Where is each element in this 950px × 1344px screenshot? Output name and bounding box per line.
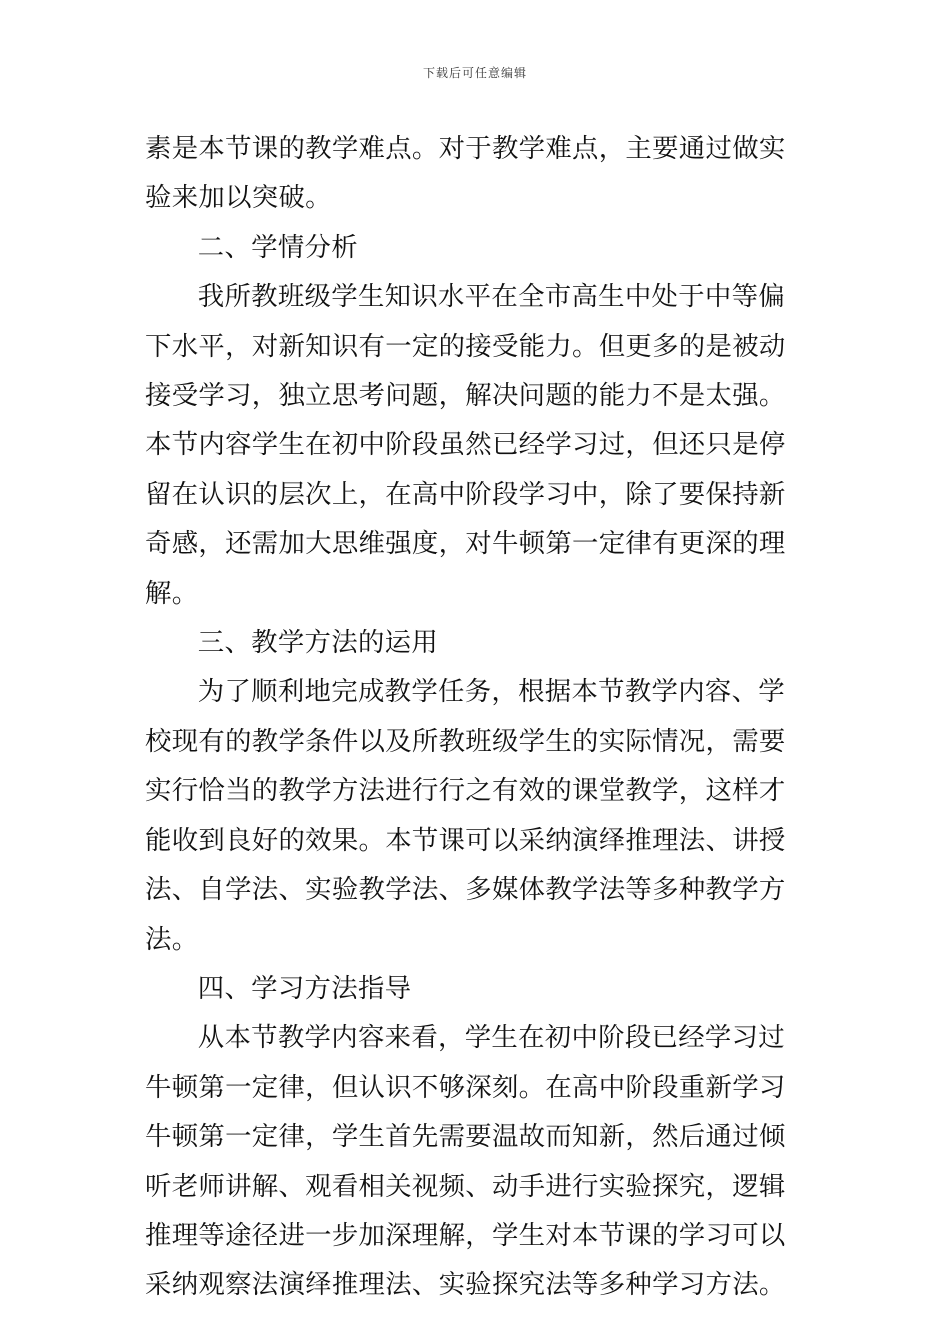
section-heading-learning-analysis: 二、学情分析 — [197, 231, 358, 263]
page-header: 下载后可任意编辑 — [422, 66, 527, 80]
section-heading-teaching-methods: 三、教学方法的运用 — [197, 627, 439, 659]
paragraph-teaching-methods: 为了顺利地完成教学任务，根据本节教学内容、学校现有的教学条件以及所教班级学生的实际情况，需要实行恰当的教学方法进行行之有效的课堂教学，这样才能收到良好的效果。本节课可以采纳演绎推理法、讲授法、自学法、实验教学法、多媒体教学法等多种教学方法。 — [145, 676, 786, 955]
section-heading-study-methods: 四、学习方法指导 — [197, 972, 412, 1004]
document-body — [145, 124, 807, 1310]
paragraph-continuation: 素是本节课的教学难点。对于教学难点，主要通过做实验来加以突破。 — [145, 133, 786, 214]
paragraph-study-methods: 从本节教学内容来看，学生在初中阶段已经学习过牛顿第一定律，但认识不够深刻。在高中阶段重新学习牛顿第一定律，学生首先需要温故而知新，然后通过倾听老师讲解、观看相关视频、动手进行实验探究，逻辑推理等途径进一步加深理解，学生对本节课的学习可以采纳观察法演绎推理法、实验探究法等多种学习方法。 — [145, 1022, 786, 1301]
paragraph-learning-analysis: 我所教班级学生知识水平在全市高生中处于中等偏下水平，对新知识有一定的接受能力。但更多的是被动接受学习，独立思考问题，解决问题的能力不是太强。本节内容学生在初中阶段虽然已经学习过，但还只是停留在认识的层次上，在高中阶段学习中，除了要保持新奇感，还需加大思维强度，对牛顿第一定律有更深的理解。 — [145, 281, 786, 609]
